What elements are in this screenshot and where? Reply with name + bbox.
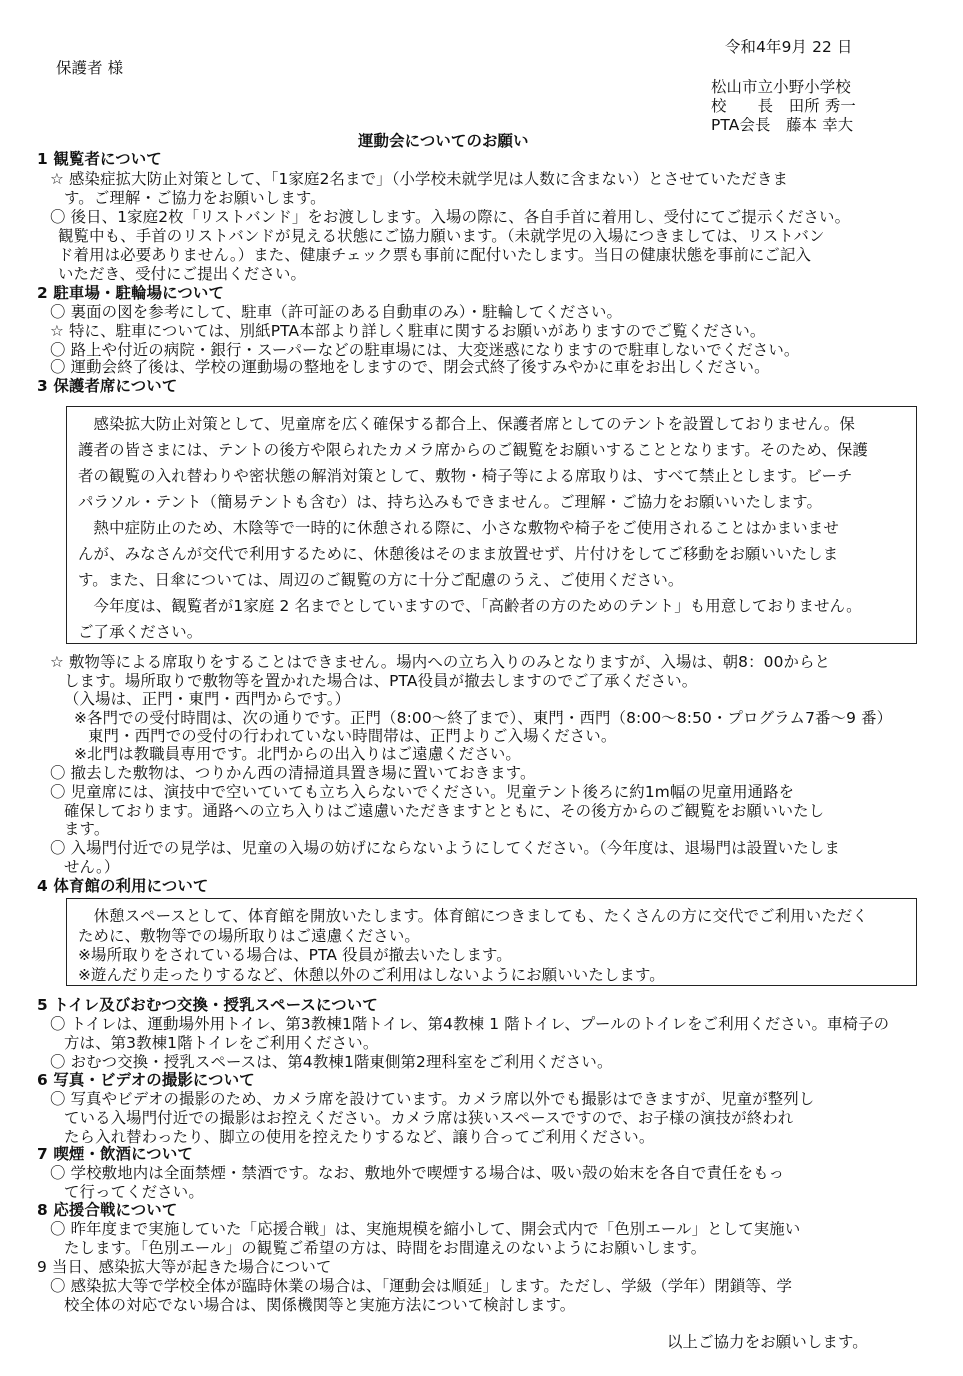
body-line: 〇 トイレは、運動場外用トイレ、第3教棟1階トイレ、第4教棟 1 階トイレ、プールのトイレをご利用ください。車椅子の xyxy=(50,1015,890,1033)
body-line: ために、敷物等での場所取りはご遠慮ください。 xyxy=(78,927,420,945)
closing-line: 以上ご協力をお願いします。 xyxy=(667,1333,868,1351)
body-line: 〇 昨年度まで実施していた「応援合戦」は、実施規模を縮小して、開会式内で「色別エール」として実施い xyxy=(50,1220,801,1238)
body-line: 東門・西門での受付の行われていない時間帯は、正門よりご入場ください。 xyxy=(88,727,617,745)
section-heading: 7 喫煙・飲酒について xyxy=(37,1145,193,1163)
body-line: 方は、第3教棟1階トイレをご利用ください。 xyxy=(64,1034,379,1052)
body-line: 熱中症防止のため、木陰等で一時的に休憩される際に、小さな敷物や椅子をご使用されることはかまいませ xyxy=(78,519,839,537)
section-heading: 8 応援合戦について xyxy=(37,1201,178,1219)
body-line: ている入場門付近での撮影はお控えください。カメラ席は狭いスペースですので、お子様の演技が終われ xyxy=(64,1109,794,1127)
body-line: 〇 児童席には、演技中で空いていても立ち入らないでください。児童テント後ろに約1m幅の児童用通路を xyxy=(50,783,795,801)
body-line: ☆ 感染症拡大防止対策として、「1家庭2名まで」（小学校未就学児は人数に含まない）とさせていただきま xyxy=(50,170,789,188)
section-heading: 1 観覧者について xyxy=(37,150,162,168)
body-line: します。場所取りで敷物等を置かれた場合は、PTA役員が撤去しますのでご了承ください。 xyxy=(64,672,698,690)
body-line: ご了承ください。 xyxy=(78,623,203,641)
body-line: ※遊んだり走ったりするなど、休憩以外のご利用はしないようにお願いいたします。 xyxy=(78,966,665,984)
body-line: いただき、受付にご提出ください。 xyxy=(58,265,307,283)
body-line: 校全体の対応でない場合は、関係機関等と実施方法について検討します。 xyxy=(64,1296,576,1314)
body-line: す。また、日傘については、周辺のご観覧の方に十分ご配慮のうえ、ご使用ください。 xyxy=(78,571,684,589)
sender-school: 松山市立小野小学校 xyxy=(711,78,851,96)
body-line: 〇 写真やビデオの撮影のため、カメラ席を設けています。カメラ席以外でも撮影はできますが、児童が整列し xyxy=(50,1090,815,1108)
body-line: 〇 運動会終了後は、学校の運動場の整地をしますので、閉会式終了後すみやかに車をお出しください。 xyxy=(50,358,770,376)
body-line: 〇 感染拡大等で学校全体が臨時休業の場合は、「運動会は順延」します。ただし、学級（学年）閉鎖等、学 xyxy=(50,1277,793,1295)
sender-pta: PTA会長 藤本 幸大 xyxy=(711,116,854,134)
body-line: ド着用は必要ありません。）また、健康チェック票も事前に配付いたします。当日の健康状態を事前にご記入 xyxy=(58,246,812,264)
body-line: パラソル・テント（簡易テントも含む）は、持ち込みもできません。ご理解・ご協力をお願いいたします。 xyxy=(78,493,823,511)
body-line: 護者の皆さまには、テントの後方や限られたカメラ席からのご観覧をお願いすることとなります。そのため、保護 xyxy=(78,441,868,459)
body-line: ※場所取りをされている場合は、PTA 役員が撤去いたします。 xyxy=(78,946,512,964)
body-line: たします。「色別エール」の観覧ご希望の方は、時間をお間違えのないようにお願いします。 xyxy=(64,1239,707,1257)
body-line: 〇 裏面の図を参考にして、駐車（許可証のある自動車のみ）・駐輪してください。 xyxy=(50,303,623,321)
body-line: ます。 xyxy=(64,820,110,838)
body-line: 者の観覧の入れ替わりや密状態の解消対策として、敷物・椅子等による席取りは、すべて禁止とします。ビーチ xyxy=(78,467,853,485)
body-line: 観覧中も、手首のリストバンドが見える状態にご協力願います。（未就学児の入場につきましては、リストバン xyxy=(58,227,825,245)
section-heading: 6 写真・ビデオの撮影について xyxy=(37,1071,255,1089)
section-heading: 3 保護者席について xyxy=(37,377,178,395)
body-line: ☆ 敷物等による席取りをすることはできません。場内への立ち入りのみとなりますが、入場は、朝8：00からと xyxy=(50,653,831,671)
body-line: 〇 後日、1家庭2枚「リストバンド」をお渡しします。入場の際に、各自手首に着用し、受付にてご提示ください。 xyxy=(50,208,851,226)
body-line: 感染拡大防止対策として、児童席を広く確保する都合上、保護者席としてのテントを設置しておりません。保 xyxy=(78,415,855,433)
body-line: 確保しております。通路への立ち入りはご遠慮いただきますとともに、その後方からのご観覧をお願いいたし xyxy=(64,802,825,820)
document-title: 運動会についてのお願い xyxy=(358,132,529,150)
body-line: て行ってください。 xyxy=(64,1183,204,1201)
body-line: ☆ 特に、駐車については、別紙PTA本部より詳しく駐車に関するお願いがありますのでご覧ください。 xyxy=(50,322,766,340)
document-date: 令和4年9月 22 日 xyxy=(725,38,853,56)
body-line: 休憩スペースとして、体育館を開放いたします。体育館につきましても、たくさんの方に交代でご利用いただく xyxy=(78,907,868,925)
body-line: んが、みなさんが交代で利用するために、休憩後はそのまま放置せず、片付けをしてご移動をお願いいたしま xyxy=(78,545,839,563)
body-line: ※各門での受付時間は、次の通りです。正門（8:00～終了まで）、東門・西門（8:00～8:50・プログラム7番～9 番） xyxy=(74,709,893,727)
body-line: せん。） xyxy=(64,858,120,876)
recipient-line: 保護者 様 xyxy=(56,59,124,77)
body-line: ※北門は教職員専用です。北門からの出入りはご遠慮ください。 xyxy=(74,745,521,763)
body-line: 〇 学校敷地内は全面禁煙・禁酒です。なお、敷地外で喫煙する場合は、吸い殻の始末を各自で責任をもっ xyxy=(50,1164,785,1182)
body-line: 9 当日、感染拡大等が起きた場合について xyxy=(37,1258,332,1276)
body-line: 〇 撤去した敷物は、つりかん西の清掃道具置き場に置いておきます。 xyxy=(50,764,536,782)
body-line: （入場は、正門・東門・西門からです。） xyxy=(64,690,351,708)
body-line: す。ご理解・ご協力をお願いします。 xyxy=(64,189,326,207)
body-line: 〇 入場門付近での見学は、児童の入場の妨げにならないようにしてください。（今年度は、退場門は設置いたしま xyxy=(50,839,840,857)
body-line: 〇 路上や付近の病院・銀行・スーパーなどの駐車場には、大変迷惑になりますので駐車しないでください。 xyxy=(50,341,800,359)
section-heading: 2 駐車場・駐輪場について xyxy=(37,284,225,302)
body-line: 〇 おむつ交換・授乳スペースは、第4教棟1階東側第2理科室をご利用ください。 xyxy=(50,1053,613,1071)
body-line: たら入れ替わったり、脚立の使用を控えたりするなど、譲り合ってご利用ください。 xyxy=(64,1128,655,1146)
section-heading: 5 トイレ及びおむつ交換・授乳スペースについて xyxy=(37,996,378,1014)
section-heading: 4 体育館の利用について xyxy=(37,877,209,895)
sender-principal: 校 長 田所 秀一 xyxy=(711,97,856,115)
body-line: 今年度は、観覧者が1家庭 2 名までとしていますので、「高齢者の方のためのテント」も用意しておりません。 xyxy=(78,597,862,615)
